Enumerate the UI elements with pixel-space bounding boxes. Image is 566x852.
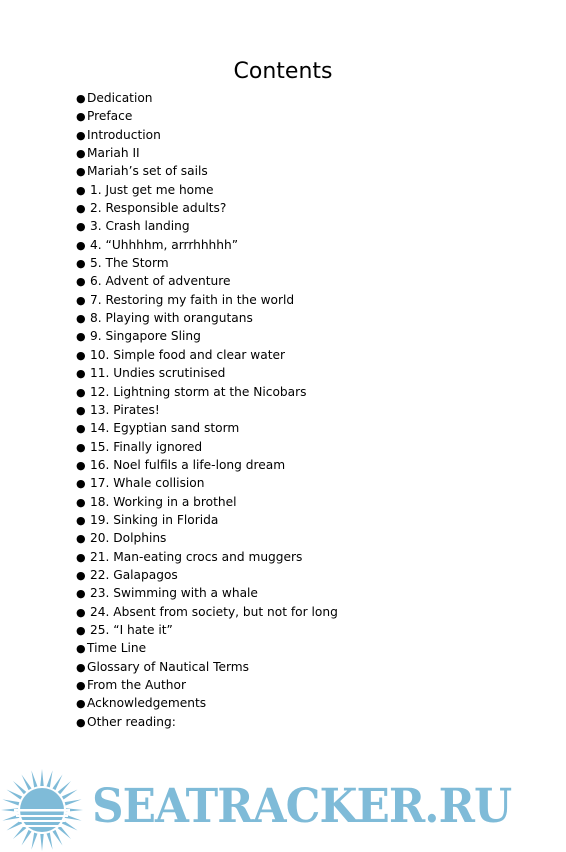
- toc-item[interactable]: [76, 217, 338, 235]
- toc-link[interactable]: 9. Singapore Sling: [90, 329, 201, 344]
- bullet-icon: ●: [76, 550, 86, 564]
- toc-item[interactable]: [76, 548, 338, 566]
- bullet-icon: ●: [76, 587, 86, 601]
- toc-item[interactable]: [76, 272, 338, 290]
- bullet-icon: ●: [76, 642, 86, 656]
- bullet-icon: ●: [76, 110, 86, 124]
- bullet-icon: ●: [76, 330, 86, 344]
- toc-link[interactable]: Mariah’s set of sails: [87, 164, 208, 179]
- toc-link[interactable]: 14. Egyptian sand storm: [90, 421, 240, 436]
- bullet-icon: ●: [76, 568, 86, 582]
- toc-link[interactable]: 23. Swimming with a whale: [90, 586, 258, 601]
- bullet-icon: ●: [76, 128, 86, 142]
- toc-link[interactable]: From the Author: [87, 678, 186, 692]
- toc-link[interactable]: 18. Working in a brothel: [90, 494, 237, 509]
- bullet-icon: ●: [76, 495, 86, 509]
- sun-ray: [58, 826, 71, 839]
- toc-link[interactable]: 16. Noel fulfils a life-long dream: [90, 457, 286, 472]
- bullet-icon: ●: [76, 92, 86, 105]
- sun-ray: [58, 781, 71, 794]
- toc-item[interactable]: [76, 438, 338, 456]
- toc-link[interactable]: 10. Simple food and clear water: [90, 347, 286, 362]
- toc-link[interactable]: 6. Advent of adventure: [90, 274, 231, 289]
- toc-item[interactable]: [76, 603, 338, 621]
- bullet-icon: ●: [76, 458, 86, 472]
- sun-icon: [0, 768, 84, 852]
- toc-link[interactable]: Time Line: [87, 641, 147, 656]
- toc-link[interactable]: 25. “I hate it”: [90, 622, 173, 637]
- toc-item[interactable]: [76, 383, 338, 401]
- toc-item[interactable]: [76, 566, 338, 584]
- bullet-icon: ●: [76, 440, 86, 454]
- bullet-icon: ●: [76, 257, 86, 271]
- toc-item[interactable]: [76, 181, 338, 199]
- toc-item[interactable]: [76, 162, 338, 180]
- toc-link[interactable]: Introduction: [87, 127, 161, 142]
- sun-ray: [13, 781, 26, 794]
- sun-ray: [2, 799, 19, 805]
- toc-item[interactable]: [76, 621, 338, 639]
- watermark-text: SEATRACKER.RU: [92, 779, 512, 834]
- toc-item[interactable]: [76, 144, 338, 162]
- page-title: Contents: [233, 59, 333, 84]
- bullet-icon: ●: [76, 477, 86, 491]
- toc-link[interactable]: 8. Playing with orangutans: [90, 311, 253, 326]
- sun-ray: [40, 834, 43, 851]
- toc-link[interactable]: Dedication: [87, 91, 153, 105]
- sun-ray: [31, 833, 37, 850]
- toc-item[interactable]: [76, 327, 338, 345]
- toc-link[interactable]: 11. Undies scrutinised: [90, 366, 226, 381]
- toc-item[interactable]: [76, 126, 338, 144]
- bullet-icon: ●: [76, 605, 86, 619]
- bullet-icon: ●: [76, 697, 86, 711]
- toc-item[interactable]: [76, 309, 338, 327]
- sun-ray: [31, 770, 37, 787]
- toc-item[interactable]: [76, 456, 338, 474]
- sun-ray: [52, 830, 62, 846]
- toc-item[interactable]: [76, 584, 338, 602]
- toc-link[interactable]: 19. Sinking in Florida: [90, 512, 219, 527]
- toc-link[interactable]: 22. Galapagos: [90, 567, 178, 582]
- toc-item[interactable]: [76, 254, 338, 272]
- bullet-icon: ●: [76, 513, 86, 527]
- toc-item[interactable]: [76, 493, 338, 511]
- sun-ray: [22, 774, 32, 790]
- bullet-icon: ●: [76, 367, 86, 381]
- toc-item[interactable]: [76, 401, 338, 419]
- bullet-icon: ●: [76, 238, 86, 252]
- toc-link[interactable]: Mariah II: [87, 146, 140, 161]
- toc-link[interactable]: Acknowledgements: [87, 696, 207, 711]
- sun-ray: [65, 799, 82, 805]
- sun-ray: [13, 826, 26, 839]
- toc-item[interactable]: [76, 658, 338, 676]
- bullet-icon: ●: [76, 348, 86, 362]
- bullet-icon: ●: [76, 293, 86, 307]
- toc-link[interactable]: 17. Whale collision: [90, 476, 205, 491]
- sun-ray: [52, 774, 62, 790]
- bullet-icon: ●: [76, 660, 86, 674]
- toc-link[interactable]: 5. The Storm: [90, 256, 169, 271]
- toc-item[interactable]: [76, 639, 338, 657]
- sun-ray: [22, 830, 32, 846]
- toc-link[interactable]: Preface: [87, 109, 133, 124]
- toc-item[interactable]: [76, 346, 338, 364]
- toc-item[interactable]: [76, 474, 338, 492]
- bullet-icon: ●: [76, 165, 86, 179]
- toc-link[interactable]: Other reading:: [87, 714, 176, 729]
- toc-item[interactable]: [76, 419, 338, 437]
- bullet-icon: ●: [76, 183, 86, 197]
- bullet-icon: ●: [76, 385, 86, 399]
- toc-link[interactable]: 2. Responsible adults?: [90, 201, 227, 216]
- toc-item[interactable]: [76, 694, 338, 712]
- toc-item[interactable]: [76, 713, 338, 731]
- toc-item[interactable]: [76, 364, 338, 382]
- toc-item[interactable]: [76, 529, 338, 547]
- table-of-contents: [76, 89, 338, 731]
- bullet-icon: ●: [76, 679, 86, 692]
- sun-ray: [62, 790, 78, 800]
- bullet-icon: ●: [76, 422, 86, 436]
- toc-link[interactable]: 13. Pirates!: [90, 402, 160, 417]
- sun-ray: [40, 769, 43, 786]
- toc-link[interactable]: Glossary of Nautical Terms: [87, 659, 249, 674]
- sun-ray: [6, 790, 22, 800]
- bullet-icon: ●: [76, 275, 86, 289]
- sun-ray: [47, 770, 53, 787]
- bullet-icon: ●: [76, 403, 86, 417]
- bullet-icon: ●: [76, 147, 86, 161]
- toc-item[interactable]: [76, 107, 338, 125]
- toc-link[interactable]: 20. Dolphins: [90, 531, 167, 546]
- toc-item[interactable]: [76, 89, 338, 107]
- toc-link[interactable]: 24. Absent from society, but not for long: [90, 604, 338, 619]
- bullet-icon: ●: [76, 220, 86, 234]
- bullet-icon: ●: [76, 312, 86, 326]
- toc-item[interactable]: [76, 291, 338, 309]
- toc-link[interactable]: 1. Just get me home: [90, 182, 214, 197]
- bullet-icon: ●: [76, 202, 86, 216]
- toc-item[interactable]: [76, 511, 338, 529]
- toc-link[interactable]: 15. Finally ignored: [90, 439, 203, 454]
- toc-item[interactable]: [76, 236, 338, 254]
- toc-link[interactable]: 4. “Uhhhhm, arrrhhhhh”: [90, 237, 239, 252]
- sun-ray: [47, 833, 53, 850]
- toc-link[interactable]: 3. Crash landing: [90, 219, 190, 234]
- bullet-icon: ●: [76, 532, 86, 546]
- toc-item[interactable]: [76, 676, 338, 694]
- toc-item[interactable]: [76, 199, 338, 217]
- toc-link[interactable]: 7. Restoring my faith in the world: [90, 292, 295, 307]
- toc-link[interactable]: 21. Man-eating crocs and muggers: [90, 549, 303, 564]
- bullet-icon: ●: [76, 715, 86, 729]
- bullet-icon: ●: [76, 623, 86, 637]
- watermark: [0, 764, 566, 850]
- toc-link[interactable]: 12. Lightning storm at the Nicobars: [90, 384, 307, 399]
